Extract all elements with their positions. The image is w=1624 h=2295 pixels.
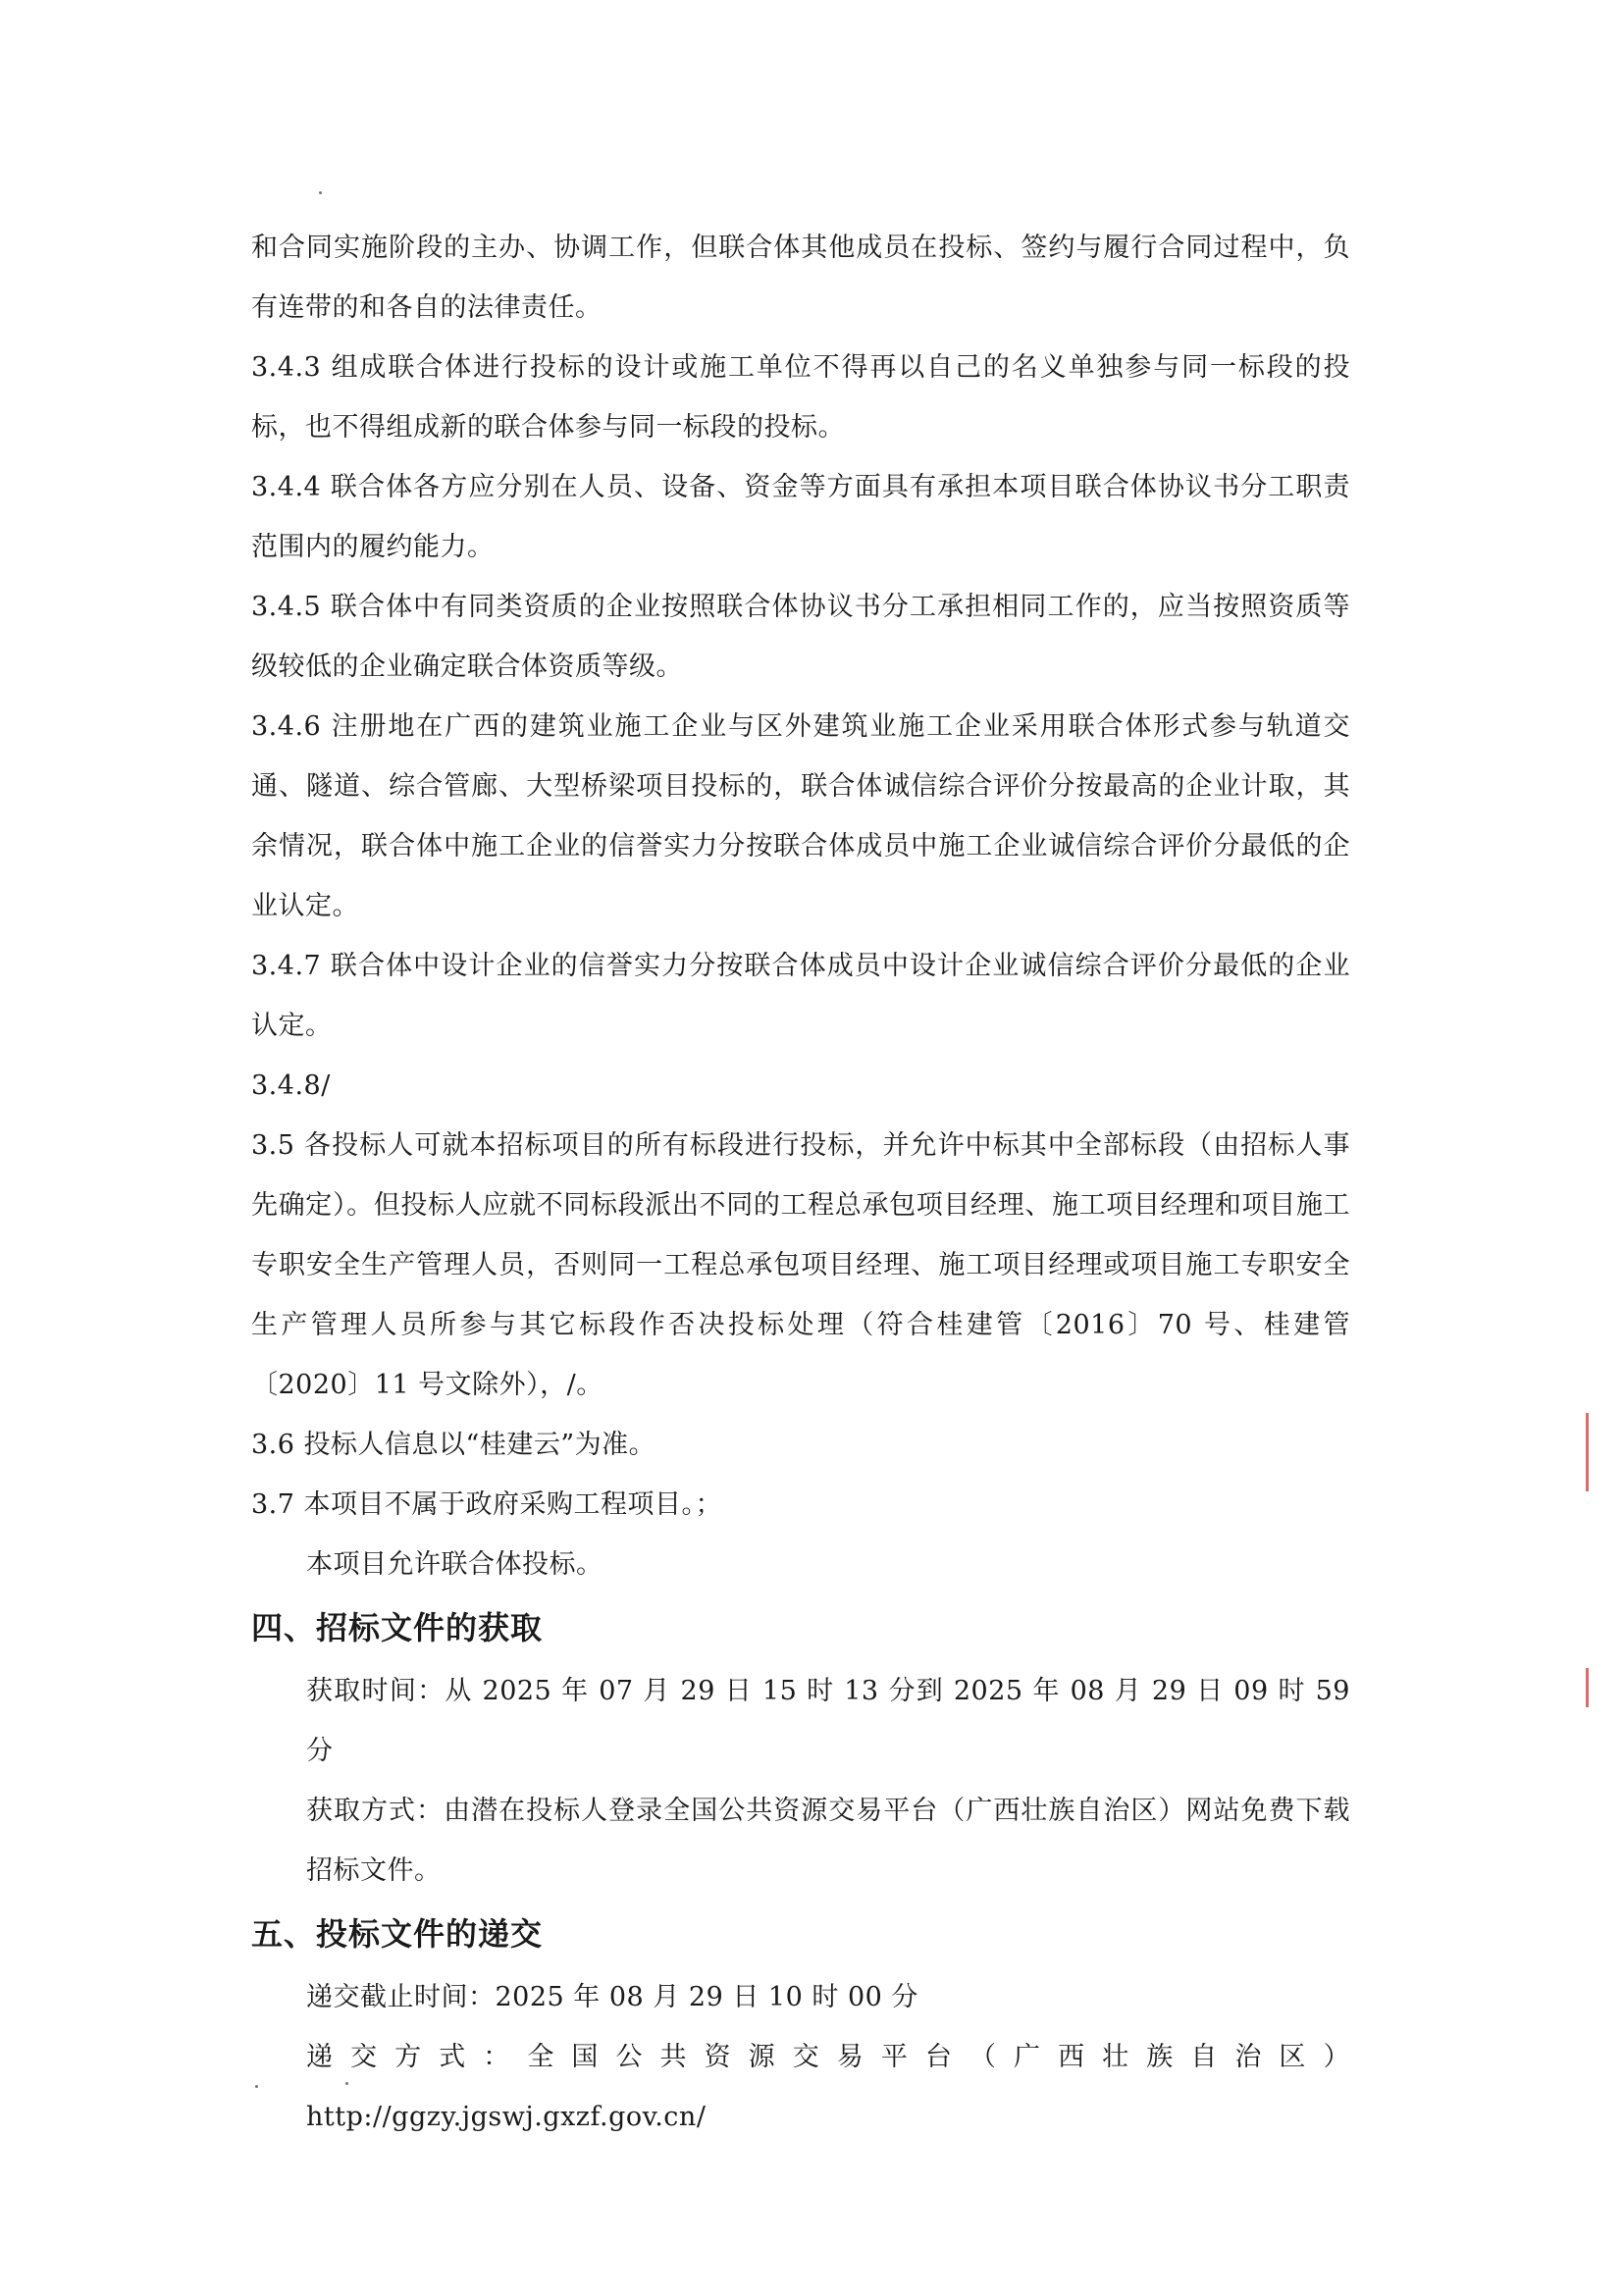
submit-deadline: 递交截止时间：2025 年 08 月 29 日 10 时 00 分 bbox=[306, 1982, 918, 2012]
joint-bid-allowed-note: 本项目允许联合体投标。 bbox=[306, 1549, 603, 1580]
paragraph-joint-responsibility: 和合同实施阶段的主办、协调工作，但联合体其他成员在投标、签约与履行合同过程中，负有连带的和各自的法律责任。 bbox=[251, 233, 1350, 323]
clause-3-4-5: 3.4.5 联合体中有同类资质的企业按照联合体协议书分工承担相同工作的，应当按照资质等级较低的企业确定联合体资质等级。 bbox=[251, 592, 1350, 682]
obtain-method: 获取方式：由潜在投标人登录全国公共资源交易平台（广西壮族自治区）网站免费下载招标文件。 bbox=[306, 1796, 1350, 1886]
submit-method: 递交方式：全国公共资源交易平台（广西壮族自治区）http://ggzy.jgswj.gxzf.gov.cn/ bbox=[306, 2042, 1350, 2132]
section-heading-obtain-documents: 四、招标文件的获取 bbox=[251, 1609, 544, 1646]
section-heading-submit-bids: 五、投标文件的递交 bbox=[251, 1915, 544, 1953]
clause-3-4-4: 3.4.4 联合体各方应分别在人员、设备、资金等方面具有承担本项目联合体协议书分工职责范围内的履约能力。 bbox=[251, 472, 1350, 562]
clause-3-4-3: 3.4.3 组成联合体进行投标的设计或施工单位不得再以自己的名义单独参与同一标段的投标，也不得组成新的联合体参与同一标段的投标。 bbox=[251, 352, 1350, 443]
scan-speck bbox=[255, 2085, 258, 2088]
red-seal-edge-lower bbox=[1586, 1668, 1624, 1707]
clause-3-5: 3.5 各投标人可就本招标项目的所有标段进行投标，并允许中标其中全部标段（由招标人事先确定）。但投标人应就不同标段派出不同的工程总承包项目经理、施工项目经理和项目施工专职安全生产管理人员，否则同一工程总承包项目经理、施工项目经理或项目施工专职安全生产管理人员所参与其它标段作否决投标处理（符合桂建管〔2016〕70 号、桂建管〔2020〕11 号文除外），/。 bbox=[251, 1130, 1350, 1400]
clause-3-4-6: 3.4.6 注册地在广西的建筑业施工企业与区外建筑业施工企业采用联合体形式参与轨道交通、隧道、综合管廊、大型桥梁项目投标的，联合体诚信综合评价分按最高的企业计取，其余情况，联合体中施工企业的信誉实力分按联合体成员中施工企业诚信综合评价分最低的企业认定。 bbox=[251, 711, 1350, 921]
document-body bbox=[251, 218, 1350, 2147]
clause-3-4-8: 3.4.8/ bbox=[251, 1070, 331, 1101]
obtain-time: 获取时间：从 2025 年 07 月 29 日 15 时 13 分到 2025 年 08 月 29 日 09 时 59 分 bbox=[306, 1676, 1350, 1766]
scan-speck bbox=[345, 2082, 348, 2085]
clause-3-7: 3.7 本项目不属于政府采购工程项目。； bbox=[251, 1489, 723, 1520]
clause-3-6: 3.6 投标人信息以“桂建云”为准。 bbox=[251, 1430, 656, 1460]
red-seal-edge-upper bbox=[1586, 1413, 1624, 1491]
clause-3-4-7: 3.4.7 联合体中设计企业的信誉实力分按联合体成员中设计企业诚信综合评价分最低的企业认定。 bbox=[251, 951, 1350, 1041]
scan-speck bbox=[319, 191, 322, 194]
